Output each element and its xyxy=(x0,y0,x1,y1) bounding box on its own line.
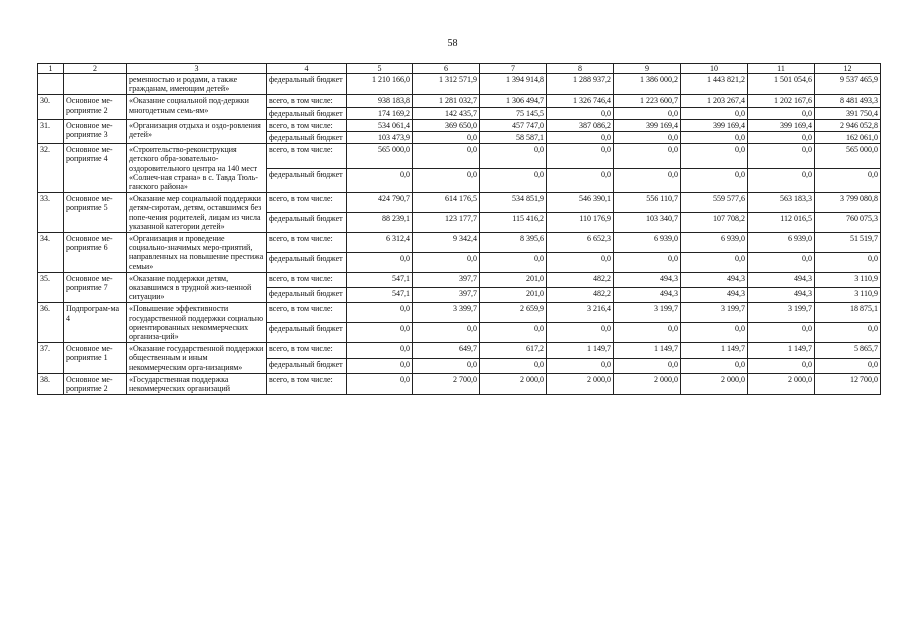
row-index-cell xyxy=(38,74,64,95)
value-cell: 0,0 xyxy=(614,107,681,119)
funding-kind-cell: федеральный бюджет xyxy=(267,358,347,373)
row-name-cell: «Оказание мер социальной поддержки детям-сиротам, детям, оставшимся без попе-чения родителей, лицам из числа указанной категории детей» xyxy=(127,193,267,233)
value-cell: 2 000,0 xyxy=(480,373,547,394)
value-cell: 51 519,7 xyxy=(815,233,881,253)
value-cell: 494,3 xyxy=(681,288,748,303)
column-number-6: 6 xyxy=(413,64,480,74)
value-cell: 6 939,0 xyxy=(748,233,815,253)
row-name-cell: «Организация отдыха и оздо-ровления детей» xyxy=(127,119,267,143)
value-cell: 1 149,7 xyxy=(681,343,748,358)
value-cell: 1 149,7 xyxy=(547,343,614,358)
value-cell: 399 169,4 xyxy=(748,119,815,131)
value-cell: 1 210 166,0 xyxy=(347,74,413,95)
value-cell: 0,0 xyxy=(547,107,614,119)
value-cell: 115 416,2 xyxy=(480,213,547,233)
value-cell: 6 652,3 xyxy=(547,233,614,253)
value-cell: 1 312 571,9 xyxy=(413,74,480,95)
row-type-cell: Основное ме-роприятие 4 xyxy=(64,144,127,193)
funding-kind-cell: всего, в том числе: xyxy=(267,193,347,213)
value-cell: 0,0 xyxy=(614,144,681,169)
value-cell: 1 149,7 xyxy=(748,343,815,358)
value-cell: 8 395,6 xyxy=(480,233,547,253)
column-number-4: 4 xyxy=(267,64,347,74)
value-cell: 0,0 xyxy=(748,358,815,373)
column-number-11: 11 xyxy=(748,64,815,74)
funding-kind-cell: федеральный бюджет xyxy=(267,323,347,343)
value-cell: 494,3 xyxy=(748,272,815,287)
value-cell: 0,0 xyxy=(480,252,547,272)
row-name-cell: «Оказание государственной поддержки общественным и иным некоммерческим орга-низациям» xyxy=(127,343,267,374)
value-cell: 1 203 267,4 xyxy=(681,95,748,107)
value-cell: 8 481 493,3 xyxy=(815,95,881,107)
row-index-cell: 33. xyxy=(38,193,64,233)
value-cell: 0,0 xyxy=(413,132,480,144)
row-type-cell: Основное ме-роприятие 5 xyxy=(64,193,127,233)
value-cell: 3 199,7 xyxy=(614,303,681,323)
value-cell: 1 223 600,7 xyxy=(614,95,681,107)
value-cell: 494,3 xyxy=(681,272,748,287)
value-cell: 399 169,4 xyxy=(614,119,681,131)
value-cell: 0,0 xyxy=(815,323,881,343)
value-cell: 2 659,9 xyxy=(480,303,547,323)
value-cell: 2 000,0 xyxy=(681,373,748,394)
column-number-12: 12 xyxy=(815,64,881,74)
value-cell: 0,0 xyxy=(547,358,614,373)
row-index-cell: 38. xyxy=(38,373,64,394)
value-cell: 1 326 746,4 xyxy=(547,95,614,107)
value-cell: 0,0 xyxy=(748,107,815,119)
funding-kind-cell: всего, в том числе: xyxy=(267,373,347,394)
value-cell: 1 386 000,2 xyxy=(614,74,681,95)
value-cell: 1 306 494,7 xyxy=(480,95,547,107)
value-cell: 0,0 xyxy=(413,323,480,343)
value-cell: 3 399,7 xyxy=(413,303,480,323)
value-cell: 9 537 465,9 xyxy=(815,74,881,95)
funding-kind-cell: всего, в том числе: xyxy=(267,95,347,107)
table-row xyxy=(38,272,881,287)
table-row xyxy=(38,193,881,213)
row-name-cell: «Оказание поддержки детям, оказавшимся в трудной жиз-ненной ситуации» xyxy=(127,272,267,303)
value-cell: 0,0 xyxy=(681,132,748,144)
funding-kind-cell: федеральный бюджет xyxy=(267,213,347,233)
row-name-cell: «Оказание социальной под-держки многодетным семь-ям» xyxy=(127,95,267,119)
value-cell: 556 110,7 xyxy=(614,193,681,213)
value-cell: 110 176,9 xyxy=(547,213,614,233)
row-type-cell: Основное ме-роприятие 3 xyxy=(64,119,127,143)
value-cell: 88 239,1 xyxy=(347,213,413,233)
funding-kind-cell: федеральный бюджет xyxy=(267,168,347,193)
funding-kind-cell: федеральный бюджет xyxy=(267,288,347,303)
value-cell: 617,2 xyxy=(480,343,547,358)
value-cell: 1 202 167,6 xyxy=(748,95,815,107)
value-cell: 565 000,0 xyxy=(347,144,413,169)
value-cell: 0,0 xyxy=(815,168,881,193)
budget-table xyxy=(37,63,881,395)
row-name-cell: «Повышение эффективности государственной поддержки социально ориентированных некоммерческих организа-ций» xyxy=(127,303,267,343)
table-row xyxy=(38,303,881,323)
row-type-cell: Основное ме-роприятие 1 xyxy=(64,343,127,374)
value-cell: 142 435,7 xyxy=(413,107,480,119)
value-cell: 58 587,1 xyxy=(480,132,547,144)
row-name-cell: «Организация и проведение социально-значимых меро-приятий, направленных на повышение престижа семьи» xyxy=(127,233,267,273)
value-cell: 0,0 xyxy=(547,252,614,272)
value-cell: 482,2 xyxy=(547,272,614,287)
value-cell: 3 110,9 xyxy=(815,272,881,287)
value-cell: 0,0 xyxy=(547,323,614,343)
value-cell: 6 312,4 xyxy=(347,233,413,253)
value-cell: 0,0 xyxy=(681,144,748,169)
column-number-row xyxy=(38,64,881,74)
column-number-3: 3 xyxy=(127,64,267,74)
row-index-cell: 37. xyxy=(38,343,64,374)
value-cell: 3 110,9 xyxy=(815,288,881,303)
value-cell: 387 086,2 xyxy=(547,119,614,131)
value-cell: 3 216,4 xyxy=(547,303,614,323)
value-cell: 369 650,0 xyxy=(413,119,480,131)
row-name-cell: ременностью и родами, а также гражданам, имеющим детей» xyxy=(127,74,267,95)
value-cell: 0,0 xyxy=(347,343,413,358)
value-cell: 0,0 xyxy=(815,358,881,373)
value-cell: 0,0 xyxy=(347,323,413,343)
value-cell: 546 390,1 xyxy=(547,193,614,213)
value-cell: 0,0 xyxy=(748,132,815,144)
column-number-9: 9 xyxy=(614,64,681,74)
value-cell: 0,0 xyxy=(681,168,748,193)
value-cell: 3 799 080,8 xyxy=(815,193,881,213)
value-cell: 6 939,0 xyxy=(681,233,748,253)
value-cell: 6 939,0 xyxy=(614,233,681,253)
value-cell: 0,0 xyxy=(681,358,748,373)
value-cell: 565 000,0 xyxy=(815,144,881,169)
value-cell: 0,0 xyxy=(681,252,748,272)
value-cell: 0,0 xyxy=(547,132,614,144)
value-cell: 103 340,7 xyxy=(614,213,681,233)
funding-kind-cell: федеральный бюджет xyxy=(267,107,347,119)
value-cell: 0,0 xyxy=(347,252,413,272)
funding-kind-cell: всего, в том числе: xyxy=(267,119,347,131)
value-cell: 0,0 xyxy=(748,252,815,272)
value-cell: 547,1 xyxy=(347,272,413,287)
value-cell: 0,0 xyxy=(547,168,614,193)
value-cell: 2 000,0 xyxy=(614,373,681,394)
value-cell: 534 061,4 xyxy=(347,119,413,131)
value-cell: 18 875,1 xyxy=(815,303,881,323)
funding-kind-cell: всего, в том числе: xyxy=(267,233,347,253)
value-cell: 0,0 xyxy=(413,168,480,193)
table-row xyxy=(38,233,881,253)
value-cell: 1 149,7 xyxy=(614,343,681,358)
value-cell: 201,0 xyxy=(480,272,547,287)
value-cell: 534 851,9 xyxy=(480,193,547,213)
column-number-7: 7 xyxy=(480,64,547,74)
value-cell: 494,3 xyxy=(748,288,815,303)
funding-kind-cell: федеральный бюджет xyxy=(267,252,347,272)
value-cell: 0,0 xyxy=(614,252,681,272)
value-cell: 123 177,7 xyxy=(413,213,480,233)
funding-kind-cell: всего, в том числе: xyxy=(267,144,347,169)
value-cell: 5 865,7 xyxy=(815,343,881,358)
value-cell: 0,0 xyxy=(347,168,413,193)
column-number-1: 1 xyxy=(38,64,64,74)
table-row xyxy=(38,95,881,107)
value-cell: 3 199,7 xyxy=(748,303,815,323)
value-cell: 0,0 xyxy=(413,252,480,272)
value-cell: 2 946 052,8 xyxy=(815,119,881,131)
value-cell: 3 199,7 xyxy=(681,303,748,323)
row-index-cell: 36. xyxy=(38,303,64,343)
value-cell: 1 501 054,6 xyxy=(748,74,815,95)
value-cell: 0,0 xyxy=(748,168,815,193)
value-cell: 0,0 xyxy=(614,358,681,373)
row-index-cell: 31. xyxy=(38,119,64,143)
value-cell: 0,0 xyxy=(347,303,413,323)
row-name-cell: «Строительство-реконструкция детского обра-зовательно-оздоровительного центра на 140 мест «Солнеч-ная страна» в с. Тавда Тюль-ганского района» xyxy=(127,144,267,193)
funding-kind-cell: федеральный бюджет xyxy=(267,74,347,95)
row-index-cell: 30. xyxy=(38,95,64,119)
table-body xyxy=(38,64,881,395)
value-cell: 2 000,0 xyxy=(748,373,815,394)
value-cell: 1 394 914,8 xyxy=(480,74,547,95)
value-cell: 0,0 xyxy=(480,144,547,169)
value-cell: 112 016,5 xyxy=(748,213,815,233)
row-type-cell xyxy=(64,74,127,95)
value-cell: 760 075,3 xyxy=(815,213,881,233)
value-cell: 2 700,0 xyxy=(413,373,480,394)
value-cell: 397,7 xyxy=(413,272,480,287)
column-number-5: 5 xyxy=(347,64,413,74)
row-type-cell: Основное ме-роприятие 7 xyxy=(64,272,127,303)
row-type-cell: Основное ме-роприятие 2 xyxy=(64,95,127,119)
value-cell: 201,0 xyxy=(480,288,547,303)
value-cell: 0,0 xyxy=(480,358,547,373)
table-row xyxy=(38,144,881,169)
value-cell: 494,3 xyxy=(614,272,681,287)
value-cell: 399 169,4 xyxy=(681,119,748,131)
value-cell: 174 169,2 xyxy=(347,107,413,119)
value-cell: 75 145,5 xyxy=(480,107,547,119)
value-cell: 494,3 xyxy=(614,288,681,303)
row-type-cell: Основное ме-роприятие 2 xyxy=(64,373,127,394)
value-cell: 563 183,3 xyxy=(748,193,815,213)
value-cell: 9 342,4 xyxy=(413,233,480,253)
funding-kind-cell: всего, в том числе: xyxy=(267,303,347,323)
value-cell: 2 000,0 xyxy=(547,373,614,394)
value-cell: 103 473,9 xyxy=(347,132,413,144)
value-cell: 0,0 xyxy=(614,323,681,343)
value-cell: 0,0 xyxy=(748,144,815,169)
value-cell: 1 281 032,7 xyxy=(413,95,480,107)
value-cell: 0,0 xyxy=(681,323,748,343)
table-row xyxy=(38,373,881,394)
value-cell: 547,1 xyxy=(347,288,413,303)
value-cell: 1 443 821,2 xyxy=(681,74,748,95)
value-cell: 0,0 xyxy=(815,252,881,272)
row-index-cell: 34. xyxy=(38,233,64,273)
column-number-10: 10 xyxy=(681,64,748,74)
value-cell: 162 061,0 xyxy=(815,132,881,144)
row-index-cell: 32. xyxy=(38,144,64,193)
table-row xyxy=(38,119,881,131)
table-row xyxy=(38,74,881,95)
funding-kind-cell: всего, в том числе: xyxy=(267,272,347,287)
value-cell: 12 700,0 xyxy=(815,373,881,394)
table-row xyxy=(38,343,881,358)
value-cell: 938 183,8 xyxy=(347,95,413,107)
value-cell: 0,0 xyxy=(614,132,681,144)
value-cell: 457 747,0 xyxy=(480,119,547,131)
value-cell: 649,7 xyxy=(413,343,480,358)
column-number-2: 2 xyxy=(64,64,127,74)
value-cell: 391 750,4 xyxy=(815,107,881,119)
value-cell: 0,0 xyxy=(547,144,614,169)
value-cell: 0,0 xyxy=(347,373,413,394)
funding-kind-cell: всего, в том числе: xyxy=(267,343,347,358)
value-cell: 424 790,7 xyxy=(347,193,413,213)
funding-kind-cell: федеральный бюджет xyxy=(267,132,347,144)
page-number: 58 xyxy=(447,38,458,49)
value-cell: 0,0 xyxy=(413,358,480,373)
value-cell: 0,0 xyxy=(413,144,480,169)
row-type-cell: Подпрограм-ма 4 xyxy=(64,303,127,343)
value-cell: 0,0 xyxy=(748,323,815,343)
value-cell: 559 577,6 xyxy=(681,193,748,213)
column-number-8: 8 xyxy=(547,64,614,74)
value-cell: 0,0 xyxy=(480,323,547,343)
row-type-cell: Основное ме-роприятие 6 xyxy=(64,233,127,273)
value-cell: 614 176,5 xyxy=(413,193,480,213)
row-name-cell: «Государственная поддержка некоммерческих организаций xyxy=(127,373,267,394)
value-cell: 0,0 xyxy=(681,107,748,119)
value-cell: 482,2 xyxy=(547,288,614,303)
value-cell: 0,0 xyxy=(480,168,547,193)
value-cell: 0,0 xyxy=(347,358,413,373)
value-cell: 0,0 xyxy=(614,168,681,193)
value-cell: 1 288 937,2 xyxy=(547,74,614,95)
row-index-cell: 35. xyxy=(38,272,64,303)
value-cell: 107 708,2 xyxy=(681,213,748,233)
value-cell: 397,7 xyxy=(413,288,480,303)
